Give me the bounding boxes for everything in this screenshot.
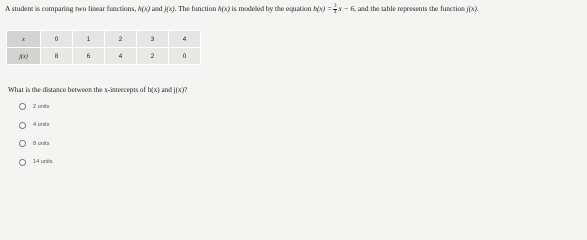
radio-button[interactable] [19,122,26,129]
function-j-name-2: j(x) [466,4,477,14]
answer-option[interactable] [19,102,53,111]
function-table [6,30,201,65]
answer-option-label: 4 units [33,122,50,128]
equation-rhs: x − 6 [338,4,355,14]
function-h-name-2: h(x) [217,4,230,14]
table-cell-jx: 6 [73,48,105,65]
fraction-denominator: 4 [333,10,337,15]
question-text: What is the distance between the x-intercepts of h(x) and j(x)? [8,86,188,94]
answer-option[interactable] [19,139,53,148]
fraction-numerator: 3 [333,4,337,9]
table-cell-x: 0 [41,31,73,48]
function-h-name: h(x) [138,4,150,14]
problem-modeled-by: is modeled by the equation [231,4,312,14]
problem-table-text: , and the table represents the function [354,4,465,14]
table-cell-x: 4 [169,31,201,48]
problem-intro: A student is comparing two linear functions, [5,4,137,14]
table-cell-jx: 0 [169,48,201,65]
table-cell-x: 2 [105,31,137,48]
radio-button[interactable] [19,140,26,147]
table-cell-x: 3 [137,31,169,48]
problem-and: and [151,4,163,14]
table-cell-x: 1 [73,31,105,48]
equation-fraction [333,4,338,15]
table-cell-jx: 8 [41,48,73,65]
table-cell-jx: 2 [137,48,169,65]
table-row-jx [7,48,201,65]
radio-button[interactable] [19,159,26,166]
answer-option[interactable] [19,121,53,130]
table-row-x [7,31,201,48]
answer-option[interactable] [19,158,53,167]
radio-button[interactable] [19,103,26,110]
table-header-jx: j(x) [7,48,41,65]
answer-option-label: 8 units [33,140,50,147]
function-j-name: j(x) [164,4,175,14]
problem-period: . [476,4,479,14]
equation-lhs: h(x) = [313,4,332,14]
answer-options [19,102,53,176]
problem-sentence-end: . The function [174,4,217,14]
table-cell-jx: 4 [105,48,137,65]
answer-option-label: 14 units [33,159,53,165]
answer-option-label: 2 units [33,103,50,110]
problem-statement [5,4,585,15]
table-header-x: x [7,31,41,48]
